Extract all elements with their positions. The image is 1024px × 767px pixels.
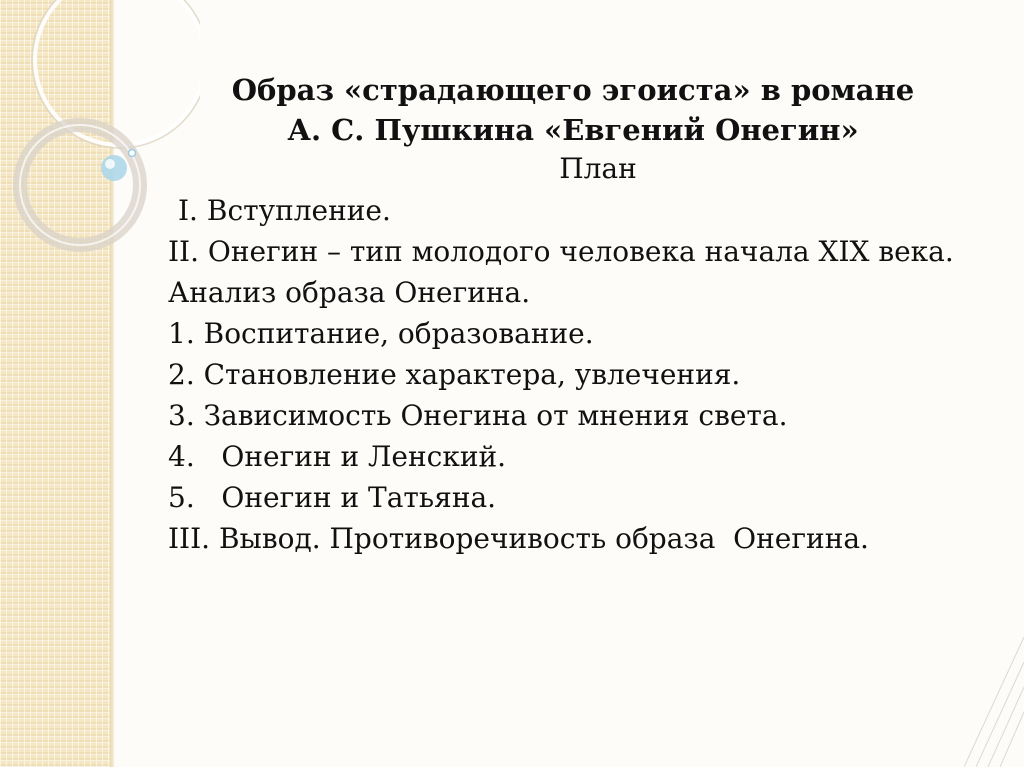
plan-heading: План <box>559 152 637 185</box>
plan-item: II. Онегин – тип молодого человека начала XIX века. Анализ образа Онегина. <box>168 235 963 309</box>
corner-lines-icon <box>964 617 1024 767</box>
plan-item: III. Вывод. Противоречивость образа Онегина. <box>168 522 869 555</box>
plan-item: 1. Воспитание, образование. <box>168 317 594 350</box>
slide-title-line-2: А. С. Пушкина «Евгений Онегин» <box>287 113 859 147</box>
plan-item: 4. Онегин и Ленский. <box>168 440 507 473</box>
plan-item: I. Вступление. <box>178 194 391 227</box>
plan-list <box>168 190 968 559</box>
slide-title-line-1: Образ «страдающего эгоиста» в романе <box>231 73 915 107</box>
plan-item: 2. Становление характера, увлечения. <box>168 358 741 391</box>
slide-content <box>168 70 968 559</box>
plan-item: 3. Зависимость Онегина от мнения света. <box>168 399 788 432</box>
plan-item: 5. Онегин и Татьяна. <box>168 481 497 514</box>
